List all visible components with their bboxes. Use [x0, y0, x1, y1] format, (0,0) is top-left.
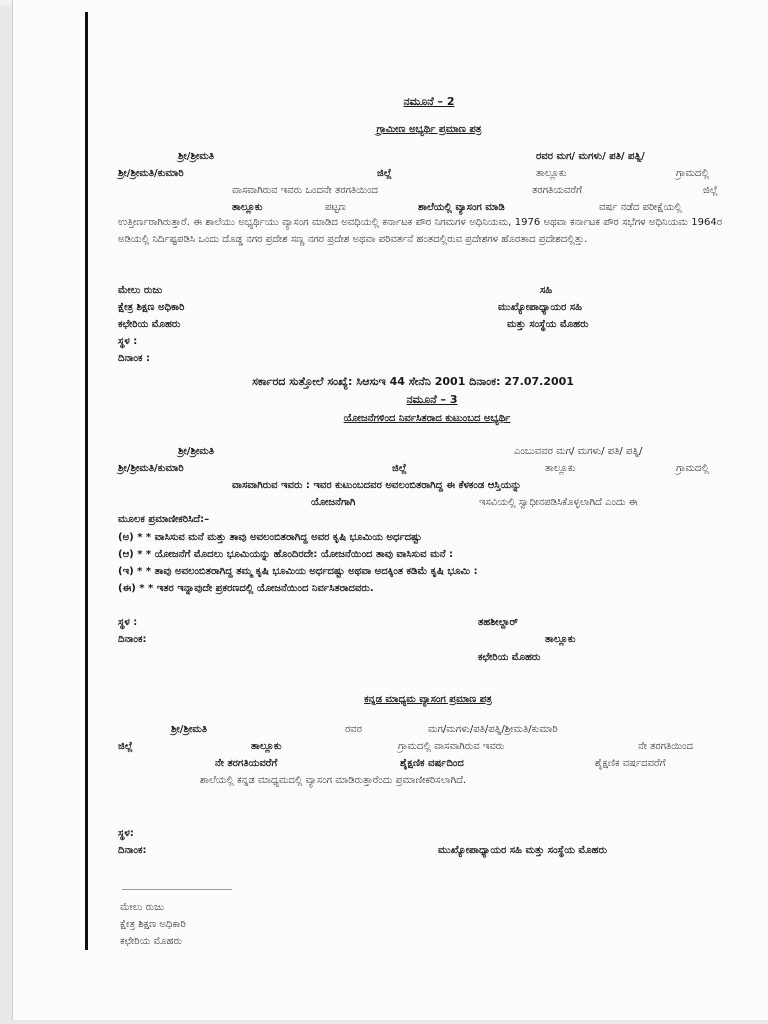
form2-line4-taluk: ತಾಲ್ಲೂಕು [232, 202, 263, 213]
form2-place: ಸ್ಥಳ : [118, 336, 138, 347]
form3-line2-village: ಗ್ರಾಮದಲ್ಲಿ [676, 463, 709, 474]
form2-sig-left-1: ಮೇಲು ರುಜು [118, 285, 163, 296]
form4-foot-1: ಮೇಲು ರುಜು [120, 902, 164, 913]
form4-line2-class: ನೇ ತರಗತಿಯಿಂದ [638, 741, 693, 752]
form3-line2-district: ಜಿಲ್ಲೆ [392, 463, 407, 474]
form2-line4-exam: ವರ್ಷ ನಡೆದ ಪರೀಕ್ಷೆಯಲ್ಲಿ [599, 202, 682, 213]
form3-sig-3: ಕಛೇರಿಯ ಮೊಹರು [478, 652, 541, 663]
form2-line2-name: ಶ್ರೀ/ಶ್ರೀಮತಿ/ಕುಮಾರಿ [118, 168, 184, 179]
form4-place: ಸ್ಥಳ: [118, 828, 134, 839]
form2-line3-resident: ವಾಸವಾಗಿರುವ ಇವರು ಒಂದನೇ ತರಗತಿಯಿಂದ [232, 185, 378, 196]
form4-line2-district: ಜಿಲ್ಲೆ [118, 741, 133, 752]
form4-line4: ಶಾಲೆಯಲ್ಲಿ ಕನ್ನಡ ಮಾಧ್ಯಮದಲ್ಲಿ ವ್ಯಾಸಂಗ ಮಾಡಿರುತ್ತಾರೆಂದು ಪ್ರಮಾಣೀಕರಿಸಲಾಗಿದೆ. [200, 775, 467, 786]
form3-line2-name: ಶ್ರೀ/ಶ್ರೀಮತಿ/ಕುಮಾರಿ [118, 463, 184, 474]
form2-line4-school: ಶಾಲೆಯಲ್ಲಿ ವ್ಯಾಸಂಗ ಮಾಡಿ [418, 202, 505, 213]
form2-line2-district: ಜಿಲ್ಲೆ [377, 168, 392, 179]
form2-line3-class: ತರಗತಿಯವರೆಗೆ [532, 185, 582, 196]
form4-line3-until: ಶೈಕ್ಷಣಿಕ ವರ್ಷದವರೆಗೆ [595, 758, 666, 769]
form4-signature: ಮುಖ್ಯೋಪಾಧ್ಯಾಯರ ಸಹಿ ಮತ್ತು ಸಂಸ್ಥೆಯ ಮೊಹರು [438, 845, 608, 856]
form3-place: ಸ್ಥಳ : [118, 617, 138, 628]
form4-date: ದಿನಾಂಕ: [118, 845, 147, 856]
form2-line2-taluk: ತಾಲ್ಲೂಕು [536, 168, 567, 179]
form3-line1-relation: ಎಂಬುವವರ ಮಗ/ ಮಗಳು/ ಪತಿ/ ಪತ್ನಿ/ [514, 446, 643, 457]
form4-line2-resident: ಗ್ರಾಮದಲ್ಲಿ ವಾಸವಾಗಿರುವ ಇವರು [398, 741, 505, 752]
form3-item-ii: (ಈ) * * ಇತರ ಇನ್ನಾವುದೇ ಪ್ರಕರಣದಲ್ಲಿ ಯೋಜನೆಯಿಂದ ನಿರ್ವಸಿತರಾದವರು. [118, 583, 374, 594]
form4-line3-class: ನೇ ತರಗತಿಯವರೆಗೆ [215, 758, 278, 769]
form4-line2-taluk: ತಾಲ್ಲೂಕು [251, 741, 282, 752]
form2-date: ದಿನಾಂಕ : [118, 353, 150, 364]
margin-rule [85, 12, 88, 950]
form4-line1-ravara: ರವರ [345, 724, 362, 735]
form4-line1-relation: ಮಗ/ಮಗಳು/ಪತಿ/ಪತ್ನಿ/ಶ್ರೀಮತಿ/ಕುಮಾರಿ [428, 724, 558, 735]
form4-line1-name: ಶ್ರೀ/ಶ್ರೀಮತಿ [171, 724, 208, 735]
form3-line2-taluk: ತಾಲ್ಲೂಕು [545, 463, 576, 474]
form3-order-ref: ಸರ್ಕಾರದ ಸುತ್ತೋಲೆ ಸಂಖ್ಯೆ: ಸಿಆಸುಇ 44 ಸೇನೆನಿ 2001 ದಿನಾಂಕ: 27.07.2001 [252, 375, 574, 388]
document-page [12, 0, 768, 1020]
form3-line1-name: ಶ್ರೀ/ಶ್ರೀಮತಿ [178, 446, 215, 457]
form3-sig-1: ತಹಶೀಲ್ದಾರ್ [478, 617, 519, 628]
form4-line3-year: ಶೈಕ್ಷಣಿಕ ವರ್ಷದಿಂದ [400, 758, 464, 769]
form2-sig-left-2: ಕ್ಷೇತ್ರ ಶಿಕ್ಷಣ ಅಧಿಕಾರಿ [118, 302, 185, 313]
form2-sig-right-2: ಮುಖ್ಯೋಪಾಧ್ಯಾಯರ ಸಹಿ [498, 302, 582, 313]
form3-line4-project: ಯೋಜನೆಗಾಗಿ [311, 497, 356, 508]
form3-item-a: (ಅ) * * ವಾಸಿಸುವ ಮನೆ ಮತ್ತು ತಾವು ಅವಲಂಬಿತರಾಗಿದ್ದ ಅವರ ಕೃಷಿ ಭೂಮಿಯ ಅರ್ಧದಷ್ಟು [118, 532, 422, 543]
form4-foot-3: ಕಛೇರಿಯ ಮೊಹರು [120, 936, 183, 947]
form2-subtitle: ಗ್ರಾಮೀಣ ಅಭ್ಯರ್ಥಿ ಪ್ರಮಾಣ ಪತ್ರ [376, 124, 482, 135]
form2-paragraph: ಉತ್ತೀರ್ಣರಾಗಿರುತ್ತಾರೆ. ಈ ಶಾಲೆಯು ಅಭ್ಯರ್ಥಿಯು ವ್ಯಾಸಂಗ ಮಾಡಿದ ಅವಧಿಯಲ್ಲಿ ಕರ್ನಾಟಕ ಪೌರ ನಿಗಮಗಳ ಅಧಿನಿಯಮ, 1976 ಅಥವಾ ಕರ್ನಾಟಕ ಪೌರ ಸಭೆಗಳ ಅಧಿನಿಯಮ 1964ರ ಅಡಿಯಲ್ಲಿ ನಿರ್ದಿಷ್ಟಪಡಿಸಿ ಒಂದು ದೊಡ್ಡ ನಗರ ಪ್ರದೇಶ ಸಣ್ಣ ನಗರ ಪ್ರದೇಶ ಅಥವಾ ಪರಿವರ್ತನೆ ಹಂತದಲ್ಲಿರುವ ಪ್ರದೇಶಗಳ ಹೊರತಾದ ಪ್ರದೇಶದಲ್ಲಿತ್ತು. [118, 217, 722, 245]
form2-sig-right-1: ಸಹಿ [540, 285, 553, 296]
form3-title: ನಮೂನೆ – 3 [406, 393, 458, 406]
footer-divider [122, 889, 232, 890]
form3-subtitle: ಯೋಜನೆಗಳಿಂದ ನಿರ್ವಸಿತರಾದ ಕುಟುಂಬದ ಅಭ್ಯರ್ಥಿ [343, 413, 511, 424]
form3-item-i: (ಇ) * * ತಾವು ಅವಲಂಬಿತರಾಗಿದ್ದ ತಮ್ಮ ಕೃಷಿ ಭೂಮಿಯ ಅರ್ಧದಷ್ಟು ಅಥವಾ ಅದಕ್ಕಿಂತ ಕಡಿಮೆ ಕೃಷಿ ಭೂಮಿ : [118, 566, 478, 577]
form2-line2-village: ಗ್ರಾಮದಲ್ಲಿ [676, 168, 709, 179]
form3-date: ದಿನಾಂಕ: [118, 634, 147, 645]
form4-foot-2: ಕ್ಷೇತ್ರ ಶಿಕ್ಷಣ ಅಧಿಕಾರಿ [120, 919, 186, 930]
form3-sig-2: ತಾಲ್ಲೂಕು [545, 634, 576, 645]
form4-title: ಕನ್ನಡ ಮಾಧ್ಯಮ ವ್ಯಾಸಂಗ ಪ್ರಮಾಣ ಪತ್ರ [364, 694, 492, 705]
form2-sig-left-3: ಕಛೇರಿಯ ಮೊಹರು [118, 319, 181, 330]
form2-line4-town: ಪಟ್ಟಣ [325, 202, 346, 213]
form2-line1-name: ಶ್ರೀ/ಶ್ರೀಮತಿ [178, 151, 215, 162]
form3-line4-year: ಇಸವಿಯಲ್ಲಿ ಸ್ವಾಧೀನಪಡಿಸಿಕೊಳ್ಳಲಾಗಿದೆ ಎಂದು ಈ [479, 497, 638, 508]
form3-item-aa: (ಆ) * * ಯೋಜನೆಗೆ ಮೊದಲು ಭೂಮಿಯನ್ನು ಹೊಂದಿರದೇ: ಯೋಜನೆಯಿಂದ ತಾವು ವಾಸಿಸುವ ಮನೆ : [118, 549, 454, 560]
form2-line1-relation: ರವರ ಮಗ/ ಮಗಳು/ ಪತಿ/ ಪತ್ನಿ/ [536, 151, 645, 162]
form3-line5: ಮೂಲಕ ಪ್ರಮಾಣೀಕರಿಸಿದೆ:– [118, 514, 210, 525]
form2-title: ನಮೂನೆ – 2 [403, 95, 455, 108]
form2-sig-right-3: ಮತ್ತು ಸಂಸ್ಥೆಯ ಮೊಹರು [507, 319, 589, 330]
form3-line3: ವಾಸವಾಗಿರುವ ಇವರು : ಇವರ ಕುಟುಂಬದವರ ಅವಲಂಬಿತರಾಗಿದ್ದ ಈ ಕೆಳಕಂಡ ಆಸ್ತಿಯನ್ನು [232, 480, 522, 491]
form2-line3-district: ಜಿಲ್ಲೆ [703, 185, 718, 196]
